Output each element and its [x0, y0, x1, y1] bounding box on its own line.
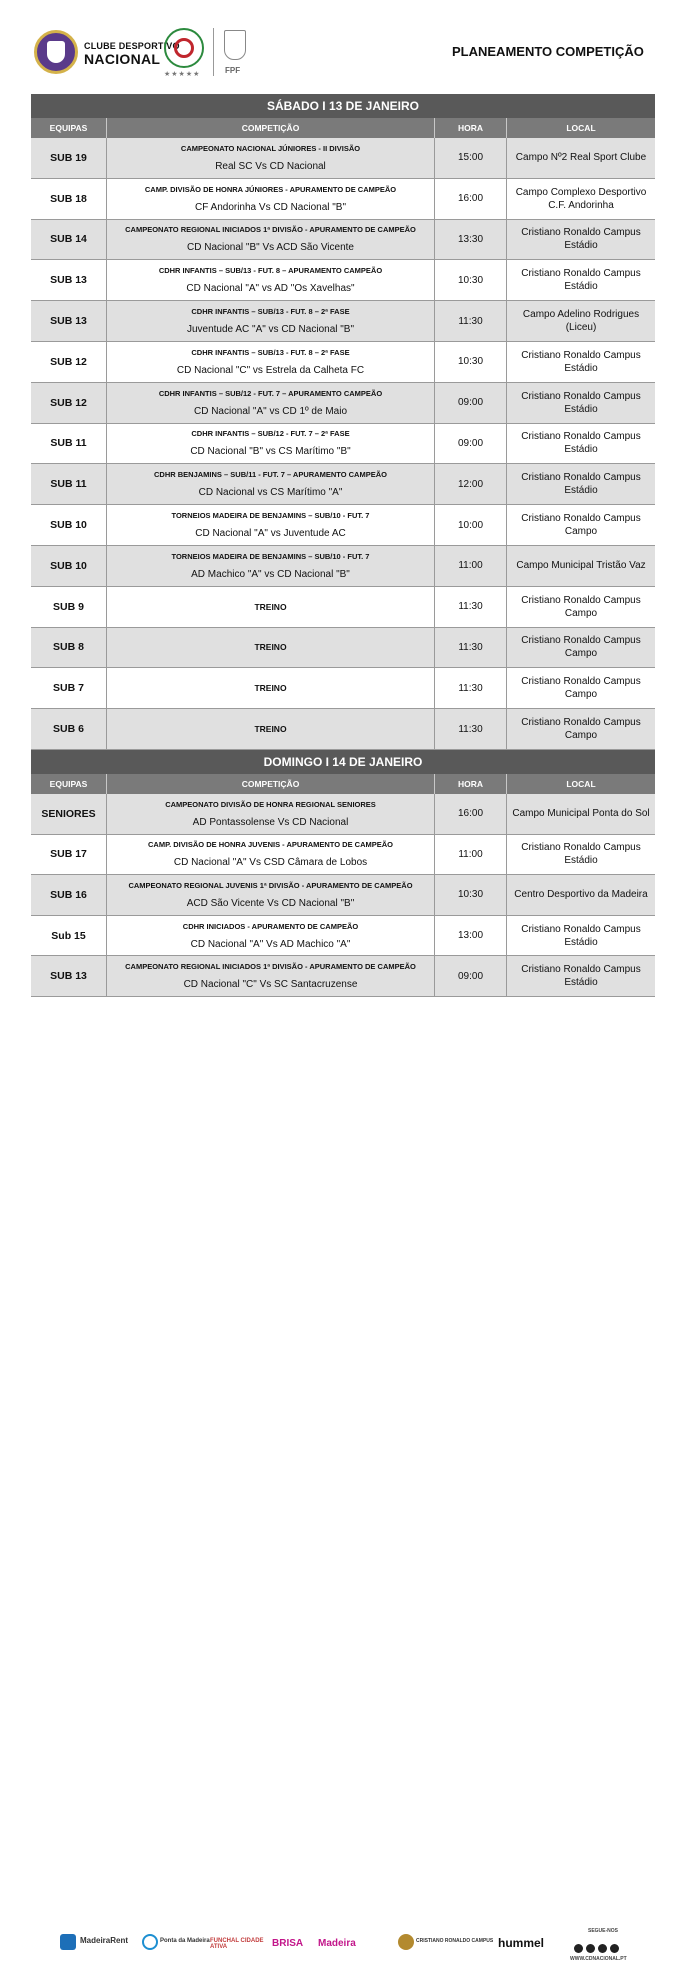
social-label: SEGUE-NOS	[588, 1928, 619, 1934]
venue-cell: Cristiano Ronaldo Campus Campo	[521, 635, 641, 660]
match-teams: CD Nacional "A" Vs AD Machico "A"	[190, 938, 351, 950]
ponta-da-madeira-logo-icon	[142, 1934, 158, 1950]
competition-name: TREINO	[254, 642, 287, 653]
team-cell: SUB 11	[31, 464, 107, 504]
venue-cell: Cristiano Ronaldo Campus Estádio	[521, 268, 641, 293]
competition-cell	[107, 464, 435, 504]
fixture-row	[31, 628, 655, 669]
column-team: EQUIPAS	[31, 774, 107, 794]
competition-cell	[107, 835, 435, 875]
time-cell: 10:30	[435, 342, 507, 382]
column-headers	[31, 118, 655, 138]
competition-name: CDHR INFANTIS – SUB/12 - FUT. 7 – APURAMENTO CAMPEÃO	[158, 388, 383, 398]
competition-cell	[107, 138, 435, 178]
competition-cell	[107, 794, 435, 834]
team-cell: SUB 18	[31, 179, 107, 219]
schedule	[31, 94, 655, 997]
fixture-row	[31, 464, 655, 505]
competition-name: CDHR INICIADOS - APURAMENTO DE CAMPEÃO	[182, 921, 359, 931]
fixture-row	[31, 138, 655, 179]
time-cell: 13:30	[435, 220, 507, 260]
competition-cell	[107, 505, 435, 545]
team-cell: SUB 13	[31, 260, 107, 300]
website-link[interactable]: WWW.CDNACIONAL.PT	[570, 1956, 627, 1962]
column-headers	[31, 774, 655, 794]
competition-cell	[107, 383, 435, 423]
competition-name: CAMPEONATO REGIONAL INICIADOS 1ª DIVISÃO - APURAMENTO DE CAMPEÃO	[125, 225, 416, 235]
sponsor-footer	[0, 962, 683, 1962]
competition-name: TREINO	[254, 601, 287, 612]
column-time: HORA	[435, 774, 507, 794]
competition-name: CAMP. DIVISÃO DE HONRA JUVENIS - APURAMENTO DE CAMPEÃO	[147, 840, 394, 850]
column-competition: COMPETIÇÃO	[107, 774, 435, 794]
time-cell: 11:30	[435, 668, 507, 708]
venue-cell: Centro Desportivo da Madeira	[514, 889, 648, 901]
fixture-row	[31, 835, 655, 876]
fixture-row	[31, 383, 655, 424]
competition-name: CAMPEONATO DIVISÃO DE HONRA REGIONAL SENIORES	[165, 799, 376, 809]
twitter-icon[interactable]	[610, 1944, 619, 1953]
fpf-label: FPF	[225, 66, 241, 75]
venue-cell: Cristiano Ronaldo Campus Campo	[521, 676, 641, 701]
fixture-row	[31, 220, 655, 261]
fixture-list	[31, 138, 655, 750]
column-team: EQUIPAS	[31, 118, 107, 138]
header-divider	[213, 28, 214, 76]
page-header	[0, 0, 683, 92]
sponsor-madeirarent: MadeiraRent	[80, 1936, 129, 1945]
time-cell: 12:00	[435, 464, 507, 504]
team-cell: SUB 8	[31, 628, 107, 668]
club-crest-icon	[34, 30, 78, 74]
match-teams: CD Nacional "A" Vs CSD Câmara de Lobos	[173, 857, 368, 869]
team-cell: SUB 7	[31, 668, 107, 708]
time-cell: 10:30	[435, 260, 507, 300]
time-cell: 10:00	[435, 505, 507, 545]
time-cell: 09:00	[435, 383, 507, 423]
competition-name: CDHR INFANTIS – SUB/13 - FUT. 8 – 2ª FASE	[191, 347, 350, 357]
match-teams: CD Nacional vs CS Marítimo "A"	[198, 487, 343, 499]
match-teams: AD Pontassolense Vs CD Nacional	[192, 816, 349, 828]
fixture-row	[31, 424, 655, 465]
competition-cell	[107, 179, 435, 219]
competition-name: CDHR INFANTIS – SUB/13 - FUT. 8 – 2ª FASE	[191, 307, 350, 317]
competition-name: TREINO	[254, 724, 287, 735]
venue-cell: Campo Municipal Ponta do Sol	[512, 808, 650, 820]
competition-name: CAMP. DIVISÃO DE HONRA JÚNIORES - APURAMENTO DE CAMPEÃO	[144, 184, 397, 194]
match-teams: CD Nacional "A" vs CD 1º de Maio	[193, 405, 348, 417]
club-name-small: CLUBE DESPORTIVO	[84, 41, 180, 51]
time-cell: 16:00	[435, 179, 507, 219]
team-cell: SUB 11	[31, 424, 107, 464]
competition-cell	[107, 546, 435, 586]
competition-cell	[107, 628, 435, 668]
match-teams: CD Nacional "A" vs AD "Os Xavelhas"	[186, 283, 355, 295]
club-name: NACIONAL	[84, 51, 161, 67]
youtube-icon[interactable]	[598, 1944, 607, 1953]
fixture-row	[31, 587, 655, 628]
competition-cell	[107, 424, 435, 464]
team-cell: SUB 12	[31, 342, 107, 382]
team-cell: SUB 6	[31, 709, 107, 749]
match-teams: Juventude AC "A" vs CD Nacional "B"	[186, 324, 355, 336]
time-cell: 09:00	[435, 424, 507, 464]
match-teams: CD Nacional "A" vs Juventude AC	[195, 528, 346, 540]
column-venue: LOCAL	[566, 778, 596, 789]
day-sunday	[31, 750, 655, 997]
instagram-icon[interactable]	[586, 1944, 595, 1953]
team-cell: SUB 9	[31, 587, 107, 627]
competition-cell	[107, 916, 435, 956]
venue-cell: Cristiano Ronaldo Campus Estádio	[521, 390, 641, 415]
sponsor-ponta-da-madeira: Ponta da Madeira	[160, 1938, 210, 1944]
day-header: SÁBADO I 13 DE JANEIRO	[31, 94, 655, 118]
competition-name: TREINO	[254, 683, 287, 694]
competition-cell	[107, 260, 435, 300]
page-title: PLANEAMENTO COMPETIÇÃO	[452, 44, 644, 59]
team-cell: SUB 17	[31, 835, 107, 875]
fixture-row	[31, 709, 655, 750]
match-teams: CD Nacional "B" Vs ACD São Vicente	[187, 242, 354, 254]
fixture-row	[31, 875, 655, 916]
team-cell: SENIORES	[31, 794, 107, 834]
competition-name: CDHR INFANTIS – SUB/13 - FUT. 8 – APURAMENTO CAMPEÃO	[158, 266, 383, 276]
venue-cell: Cristiano Ronaldo Campus Estádio	[521, 227, 641, 252]
team-cell: SUB 13	[31, 956, 107, 996]
match-teams: CF Andorinha Vs CD Nacional "B"	[194, 201, 347, 213]
team-cell: SUB 10	[31, 546, 107, 586]
venue-cell: Campo Nº2 Real Sport Clube	[515, 152, 647, 164]
sponsor-funchal: FUNCHAL CIDADE ATIVA	[210, 1938, 264, 1950]
competition-cell	[107, 709, 435, 749]
team-cell: SUB 12	[31, 383, 107, 423]
fixture-row	[31, 342, 655, 383]
time-cell: 11:30	[435, 628, 507, 668]
time-cell: 16:00	[435, 794, 507, 834]
time-cell: 11:30	[435, 587, 507, 627]
time-cell: 10:30	[435, 875, 507, 915]
time-cell: 09:00	[435, 956, 507, 996]
competition-name: CDHR BENJAMINS – SUB/11 - FUT. 7 – APURAMENTO CAMPEÃO	[154, 470, 387, 480]
fixture-row	[31, 916, 655, 957]
time-cell: 11:00	[435, 546, 507, 586]
fpf-logo-icon	[224, 30, 246, 60]
match-teams: Real SC Vs CD Nacional	[215, 160, 326, 172]
venue-cell: Campo Adelino Rodrigues (Liceu)	[522, 309, 640, 334]
time-cell: 15:00	[435, 138, 507, 178]
competition-cell	[107, 220, 435, 260]
venue-cell: Cristiano Ronaldo Campus Estádio	[521, 923, 641, 948]
column-competition: COMPETIÇÃO	[107, 118, 435, 138]
competition-name: CAMPEONATO REGIONAL INICIADOS 1ª DIVISÃO - APURAMENTO DE CAMPEÃO	[125, 962, 416, 972]
match-teams: AD Machico "A" vs CD Nacional "B"	[191, 568, 350, 580]
competition-cell	[107, 587, 435, 627]
venue-cell: Cristiano Ronaldo Campus Estádio	[521, 431, 641, 456]
sponsor-brisa: BRISA	[272, 1938, 304, 1949]
team-cell: SUB 19	[31, 138, 107, 178]
competition-cell	[107, 668, 435, 708]
competition-cell	[107, 301, 435, 341]
fixture-row	[31, 179, 655, 220]
time-cell: 11:30	[435, 709, 507, 749]
competition-cell	[107, 875, 435, 915]
competition-name: TORNEIOS MADEIRA DE BENJAMINS – SUB/10 - FUT. 7	[171, 511, 370, 521]
venue-cell: Cristiano Ronaldo Campus Campo	[521, 513, 641, 538]
team-cell: SUB 10	[31, 505, 107, 545]
certification-stars-icon: ★★★★★	[164, 71, 201, 78]
venue-cell: Cristiano Ronaldo Campus Campo	[521, 594, 641, 619]
day-header: DOMINGO I 14 DE JANEIRO	[31, 750, 655, 774]
match-teams: ACD São Vicente Vs CD Nacional "B"	[186, 897, 355, 909]
time-cell: 11:00	[435, 835, 507, 875]
sponsor-madeira: Madeira	[318, 1938, 356, 1949]
competition-name: TORNEIOS MADEIRA DE BENJAMINS – SUB/10 - FUT. 7	[171, 551, 370, 561]
venue-cell: Cristiano Ronaldo Campus Estádio	[521, 472, 641, 497]
venue-cell: Cristiano Ronaldo Campus Estádio	[521, 842, 641, 867]
team-cell: SUB 13	[31, 301, 107, 341]
fixture-row	[31, 505, 655, 546]
column-time: HORA	[435, 118, 507, 138]
sponsor-cr-campus: CRISTIANO RONALDO CAMPUS	[416, 1938, 494, 1944]
competition-name: CAMPEONATO REGIONAL JUVENIS 1ª DIVISÃO - APURAMENTO DE CAMPEÃO	[128, 880, 413, 890]
facebook-icon[interactable]	[574, 1944, 583, 1953]
time-cell: 11:30	[435, 301, 507, 341]
match-teams: CD Nacional "C" vs Estrela da Calheta FC	[176, 364, 365, 376]
column-venue: LOCAL	[566, 123, 596, 133]
competition-name: CDHR INFANTIS – SUB/12 - FUT. 7 – 2ª FASE	[191, 429, 350, 439]
team-cell: Sub 15	[31, 916, 107, 956]
day-saturday	[31, 94, 655, 750]
cr-campus-logo-icon	[398, 1934, 414, 1950]
venue-cell: Cristiano Ronaldo Campus Estádio	[521, 964, 641, 989]
time-cell: 13:00	[435, 916, 507, 956]
madeirarent-logo-icon	[60, 1934, 76, 1950]
team-cell: SUB 16	[31, 875, 107, 915]
venue-cell: Cristiano Ronaldo Campus Campo	[521, 717, 641, 742]
competition-name: CAMPEONATO NACIONAL JÚNIORES - II DIVISÃO	[180, 143, 361, 153]
fixture-row	[31, 668, 655, 709]
fixture-row	[31, 260, 655, 301]
venue-cell: Campo Complexo Desportivo C.F. Andorinha	[515, 186, 647, 211]
match-teams: CD Nacional "B" vs CS Marítimo "B"	[190, 446, 351, 458]
venue-cell: Campo Municipal Tristão Vaz	[516, 560, 646, 572]
fixture-row	[31, 301, 655, 342]
fixture-row	[31, 794, 655, 835]
match-teams: CD Nacional "C" Vs SC Santacruzense	[183, 979, 358, 991]
certification-badge-icon	[164, 28, 204, 68]
fixture-row	[31, 546, 655, 587]
venue-cell: Cristiano Ronaldo Campus Estádio	[521, 349, 641, 374]
competition-cell	[107, 342, 435, 382]
sponsor-hummel: hummel	[498, 1936, 545, 1950]
team-cell: SUB 14	[31, 220, 107, 260]
